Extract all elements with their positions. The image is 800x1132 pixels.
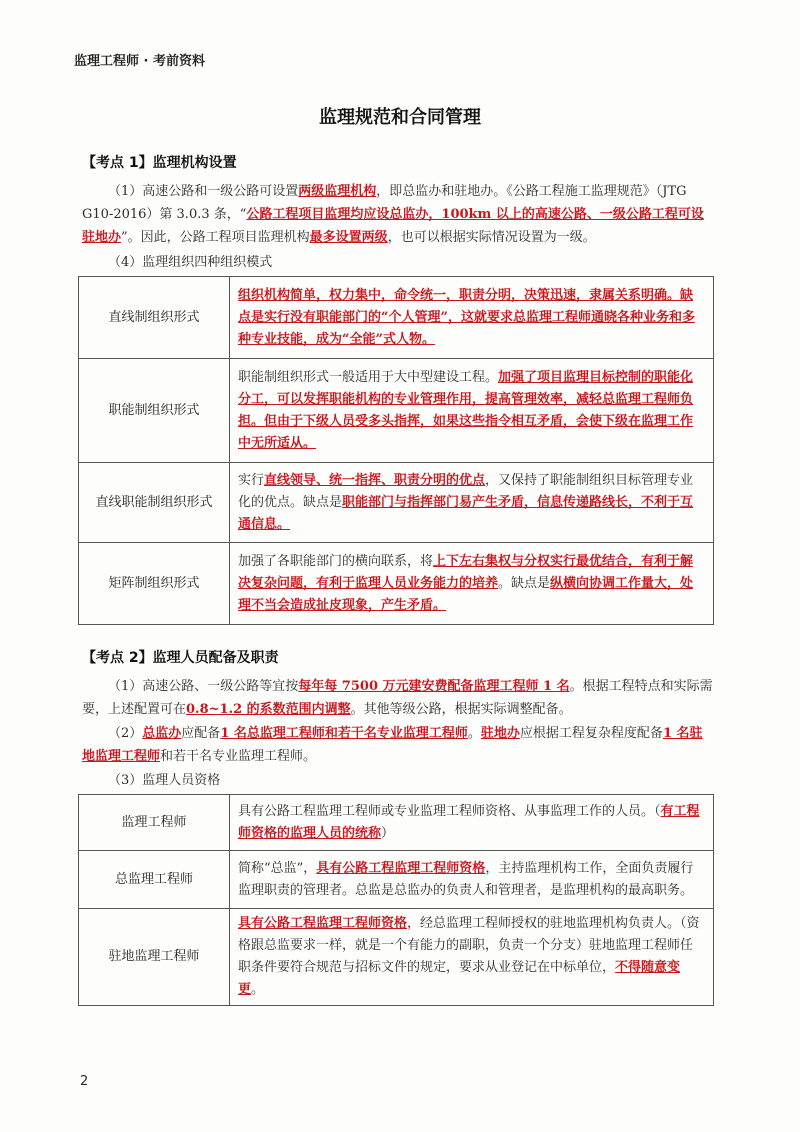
body-text: 实行: [238, 472, 265, 488]
s2-paragraph-3: （3）监理人员资格: [108, 773, 221, 788]
highlighted-text: 驻地办: [480, 726, 520, 741]
body-text: 。缺点是: [498, 575, 551, 591]
row-content: [230, 851, 714, 909]
table-row: [79, 277, 714, 359]
row-label: 总监理工程师: [79, 851, 230, 909]
body-text: 。根据工程特点和实际需要，上述配置可在: [82, 679, 713, 717]
highlighted-text: 不得随意变更: [238, 960, 681, 997]
row-content: [230, 359, 714, 463]
highlighted-text: 加强了项目监理目标控制的职能化分工，可以发挥职能机构的专业管理作用，提高管理效率，减轻总监理工程师负担。但由于下级人员受多头指挥，如果这些指令相互矛盾，会使下级在监理工作中无所适从。: [238, 369, 694, 451]
body-text: 和若干名专业监理工程师。: [160, 749, 317, 764]
body-text: ，经总监理工程师授权的驻地监理机构负责人。（资格跟总监要求一样，就是一个有能力的副职，负责一个分支）驻地监理工程师任职条件要符合规范与招标文件的规定，要求从业登记在中标单位，: [238, 916, 700, 975]
row-label: 直线制组织形式: [79, 277, 230, 359]
highlighted-text: 每年每 7500 万元建安费配备监理工程师 1 名: [298, 679, 570, 694]
personnel-qualification-table: [78, 794, 714, 1006]
highlighted-text: 有工程师资格的监理人员的统称: [238, 803, 700, 841]
highlighted-text: 两级监理机构: [298, 184, 377, 199]
body-text: 应根据工程复杂程度配备: [519, 726, 663, 741]
table-row: [79, 851, 714, 909]
s2-paragraph-1: [82, 675, 714, 721]
row-label: 监理工程师: [79, 795, 230, 851]
org-modes-table: [78, 276, 714, 625]
highlighted-text: 1 名驻地监理工程师: [82, 726, 703, 764]
highlighted-text: 公路工程项目监理均应设总监办，100km 以上的高速公路、一级公路工程可设驻地办: [82, 207, 704, 245]
body-text: （1）高速公路、一级公路等宜按: [108, 679, 299, 694]
highlighted-text: 直线领导、统一指挥、职责分明的优点: [264, 472, 486, 488]
row-content: [230, 909, 714, 1006]
highlighted-text: 组织机构简单，权力集中，命令统一，职责分明，决策迅速，隶属关系明确。缺点是实行没有职能部门的“个人管理”，这就要求总监理工程师通晓各种业务和多种专业技能，成为“全能”式人物。: [238, 287, 695, 347]
body-text: ，即总监办和驻地办。《公路工程施工监理规范》（JTG G10-2016）第 3.0.3 条，“: [82, 184, 687, 222]
highlighted-text: 具有公路工程监理工程师资格: [316, 860, 486, 876]
table-row: [79, 359, 714, 463]
highlighted-text: 纵横向协调工作量大，处理不当会造成扯皮现象，产生矛盾。: [238, 575, 694, 613]
body-text: 具有公路工程监理工程师或专业监理工程师资格、从事监理工作的人员。（: [238, 803, 661, 819]
s1-paragraph-1: [82, 180, 714, 249]
body-text: 职能制组织形式一般适用于大中型建设工程。: [238, 369, 499, 385]
body-text: 应配备: [181, 726, 221, 741]
highlighted-text: 职能部门与指挥部门易产生矛盾，信息传递路线长，不利于互通信息。: [238, 494, 694, 532]
page-title: 监理规范和合同管理: [319, 107, 481, 128]
body-text: ”。因此，公路工程项目监理机构: [121, 230, 310, 245]
table-row: [79, 543, 714, 625]
row-content: [230, 463, 714, 543]
highlighted-text: 具有公路工程监理工程师资格: [238, 916, 408, 931]
row-content: [230, 795, 714, 851]
highlighted-text: 总监办: [142, 726, 182, 741]
highlighted-text: 1 名总监理工程师和若干名专业监理工程师: [220, 726, 468, 741]
body-text: ）: [381, 825, 395, 841]
highlighted-text: 最多设置两级: [309, 230, 388, 245]
table-row: [79, 795, 714, 851]
body-text: ，主持监理机构工作，全面负责履行监理职责的管理者。总监是总监办的负责人和管理者，是监理机构的最高职务。: [238, 860, 694, 898]
row-label: 职能制组织形式: [79, 359, 230, 463]
row-label: 驻地监理工程师: [79, 909, 230, 1006]
body-text: ，又保持了职能制组织目标管理专业化的优点。缺点是: [238, 472, 694, 510]
page-number: 2: [80, 1074, 89, 1089]
body-text: 。: [251, 982, 265, 997]
body-text: 。: [467, 726, 481, 741]
row-content: [230, 543, 714, 625]
body-text: （2）: [108, 726, 143, 741]
s2-paragraph-2: [82, 722, 714, 768]
row-label: 矩阵制组织形式: [79, 543, 230, 625]
table-row: [79, 463, 714, 543]
row-label: 直线职能制组织形式: [79, 463, 230, 543]
section-1-heading: 【考点 1】监理机构设置: [82, 155, 237, 171]
body-text: 简称“总监”，: [238, 860, 317, 876]
running-header: 监理工程师 · 考前资料: [74, 54, 205, 69]
s1-paragraph-2: （4）监理组织四种组织模式: [108, 255, 273, 270]
body-text: ，也可以根据实际情况设置为一级。: [387, 230, 596, 245]
table-row: [79, 909, 714, 1006]
section-2-heading: 【考点 2】监理人员配备及职责: [82, 650, 279, 666]
highlighted-text: 上下左右集权与分权实行最优结合，有利于解决复杂问题，有利于监理人员业务能力的培养: [238, 553, 694, 591]
body-text: 。其他等级公路，根据实际调整配备。: [350, 702, 572, 717]
body-text: （1）高速公路和一级公路可设置: [108, 184, 299, 199]
body-text: 加强了各职能部门的横向联系，将: [238, 553, 434, 569]
row-content: [230, 277, 714, 359]
highlighted-text: 0.8~1.2 的系数范围内调整: [186, 702, 351, 717]
